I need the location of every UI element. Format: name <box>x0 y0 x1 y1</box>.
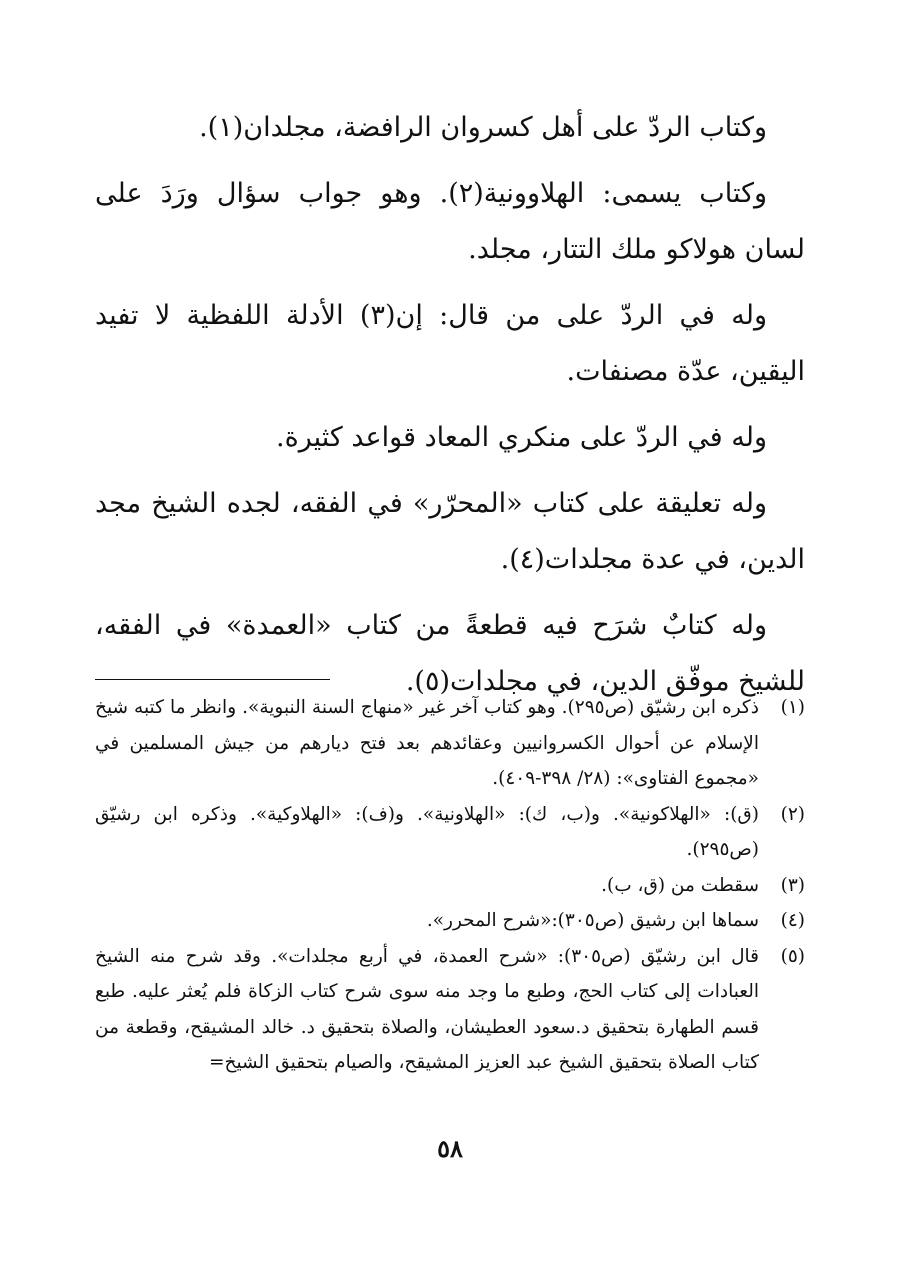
footnote-separator <box>95 679 330 680</box>
paragraph-kasrawan-refutation: وكتاب الردّ على أهل كسروان الرافضة، مجلدان(١). <box>199 112 767 143</box>
footnotes <box>95 690 805 1081</box>
footnote-5 <box>95 939 805 1081</box>
page-number: ٥٨ <box>437 1134 463 1163</box>
footnote-text: (ق): «الهلاكونية». و(ب، ك): «الهلاونية». و(ف): «الهلاوكية». وذكره ابن رشيّق (ص٢٩٥). <box>95 803 759 860</box>
book-page <box>95 0 805 1271</box>
footnote-1 <box>95 690 805 797</box>
footnote-2 <box>95 797 805 868</box>
footnote-number: (٢) <box>780 803 805 825</box>
footnote-4 <box>95 903 805 939</box>
paragraph-verbal-evidence: وله في الردّ على من قال: إن(٣) الأدلة اللفظية لا تفيد اليقين، عدّة مصنفات. <box>95 300 805 387</box>
footnote-text: قال ابن رشيّق (ص٣٠٥): «شرح العمدة، في أربع مجلدات». وقد شرح منه الشيخ العبادات إلى كتاب الحج، وطبع ما وجد منه سوى شرح كتاب الزكاة فلم يُعثر عليه. طبع قسم الطهارة بتحقيق د.سعود العطيشان، والصلاة بتحقيق د. خالد المشيقح، وقطعة من كتاب الصلاة بتحقيق الشيخ عبد العزيز المشيقح، والصيام بتحقيق الشيخ= <box>95 945 760 1073</box>
paragraph-hulagu-reply: وكتاب يسمى: الهلاوونية(٢). وهو جواب سؤال ورَدَ على لسان هولاكو ملك التتار، مجلد. <box>95 178 805 265</box>
footnote-text: سقطت من (ق، ب). <box>601 874 759 896</box>
main-text <box>95 100 805 720</box>
footnote-number: (٤) <box>780 910 805 931</box>
footnote-text: ذكره ابن رشيّق (ص٢٩٥). وهو كتاب آخر غير «منهاج السنة النبوية». وانظر ما كتبه شيخ الإسلام عن أحوال الكسروانيين وعقائدهم بعد فتح ديارهم من جيش المسلمين في «مجموع الفتاوى»: (٢٨/ ٣٩٨-٤٠٩). <box>95 697 759 789</box>
footnote-3 <box>95 868 805 904</box>
paragraph-muharrar-commentary: وله تعليقة على كتاب «المحرّر» في الفقه، لجده الشيخ مجد الدين، في عدة مجلدات(٤). <box>95 488 805 575</box>
paragraph-resurrection-deniers: وله في الردّ على منكري المعاد قواعد كثيرة. <box>275 422 767 453</box>
footnote-number: (١) <box>780 697 805 718</box>
footnote-number: (٥) <box>780 945 805 967</box>
paragraph-umda-commentary: وله كتابٌ شرَح فيه قطعةً من كتاب «العمدة» في الفقه، للشيخ موفّق الدين، في مجلدات(٥). <box>95 610 805 697</box>
footnote-number: (٣) <box>780 874 805 896</box>
footnote-text: سماها ابن رشيق (ص٣٠٥):«شرح المحرر». <box>426 910 759 931</box>
